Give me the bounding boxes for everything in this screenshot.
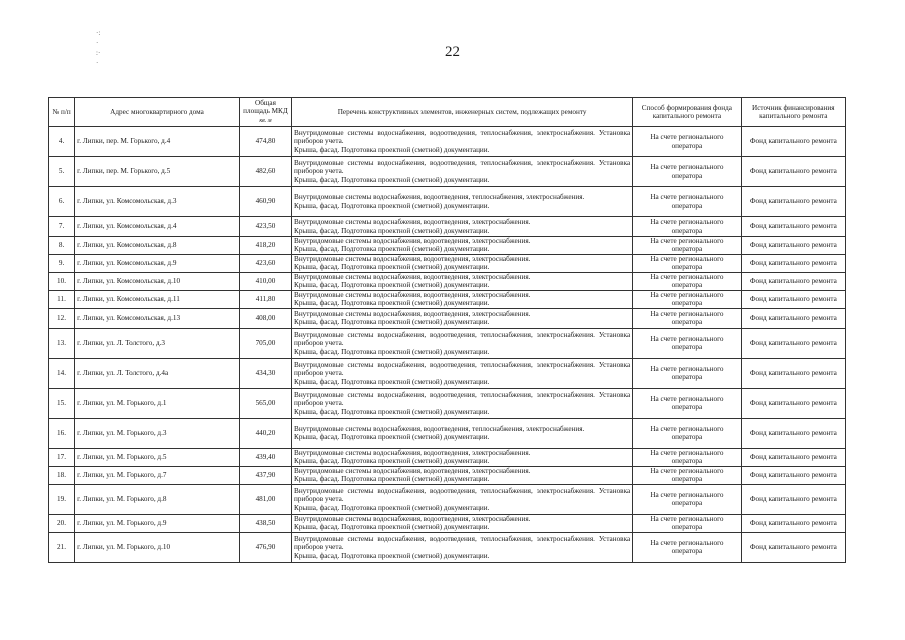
row-area: 481,00	[239, 484, 291, 514]
row-address: г. Липки, ул. М. Горького, д.8	[75, 484, 240, 514]
row-area: 439,40	[239, 448, 291, 466]
work-item: Крыша, фасад. Подготовка проектной (сметной) документации.	[294, 145, 490, 154]
row-address: г. Липки, пер. М. Горького, д.5	[75, 157, 240, 187]
table-row	[49, 484, 846, 514]
row-area: 434,30	[239, 358, 291, 388]
row-fund-method: На счете регионального оператора	[633, 418, 741, 448]
work-item: Крыша, фасад. Подготовка проектной (сметной) документации.	[294, 201, 490, 210]
row-number: 4.	[49, 127, 75, 157]
work-item: Внутридомовые системы водоснабжения, водоотведения, электроснабжения.	[294, 309, 531, 318]
row-number: 6.	[49, 187, 75, 217]
row-number: 17.	[49, 448, 75, 466]
work-item: Крыша, фасад. Подготовка проектной (сметной) документации.	[294, 377, 490, 386]
work-item: Внутридомовые системы водоснабжения, водоотведения, электроснабжения.	[294, 448, 531, 457]
row-fund-method: На счете регионального оператора	[633, 237, 741, 255]
row-number: 10.	[49, 272, 75, 290]
work-item: Крыша, фасад. Подготовка проектной (сметной) документации.	[294, 433, 490, 442]
row-area: 705,00	[239, 328, 291, 358]
work-item: Крыша, фасад. Подготовка проектной (сметной) документации.	[294, 551, 490, 560]
row-address: г. Липки, ул. М. Горького, д.9	[75, 514, 240, 532]
table-row	[49, 388, 846, 418]
row-area: 476,90	[239, 532, 291, 562]
row-works	[292, 157, 633, 187]
row-area: 565,00	[239, 388, 291, 418]
row-area: 410,00	[239, 272, 291, 290]
row-address: г. Липки, ул. Л. Толстого, д.4а	[75, 358, 240, 388]
work-item: Внутридомовые системы водоснабжения, водоотведения, электроснабжения.	[294, 254, 531, 263]
row-area: 423,60	[239, 254, 291, 272]
row-funding-source: Фонд капитального ремонта	[741, 358, 845, 388]
row-fund-method: На счете регионального оператора	[633, 272, 741, 290]
header-works: Перечень конструктивных элементов, инженерных систем, подлежащих ремонту	[292, 98, 633, 127]
work-item: Внутридомовые системы водоснабжения, водоотведения, теплоснабжения, электроснабжения. Установка приборов учета.	[294, 128, 631, 146]
row-works	[292, 328, 633, 358]
row-funding-source: Фонд капитального ремонта	[741, 448, 845, 466]
work-item: Крыша, фасад. Подготовка проектной (сметной) документации.	[294, 226, 490, 235]
row-number: 8.	[49, 237, 75, 255]
header-area-label: Общая площадь МКД	[243, 98, 288, 116]
work-item: Внутридомовые системы водоснабжения, водоотведения, теплоснабжения, электроснабжения.	[294, 424, 585, 433]
row-funding-source: Фонд капитального ремонта	[741, 290, 845, 308]
work-item: Крыша, фасад. Подготовка проектной (сметной) документации.	[294, 457, 490, 466]
row-fund-method: На счете регионального оператора	[633, 358, 741, 388]
row-works	[292, 448, 633, 466]
row-address: г. Липки, ул. Л. Толстого, д.3	[75, 328, 240, 358]
work-item: Крыша, фасад. Подготовка проектной (сметной) документации.	[294, 503, 490, 512]
row-fund-method: На счете регионального оператора	[633, 448, 741, 466]
work-item: Крыша, фасад. Подготовка проектной (сметной) документации.	[294, 475, 490, 484]
row-funding-source: Фонд капитального ремонта	[741, 484, 845, 514]
row-address: г. Липки, ул. Комсомольская, д.11	[75, 290, 240, 308]
row-funding-source: Фонд капитального ремонта	[741, 127, 845, 157]
work-item: Внутридомовые системы водоснабжения, водоотведения, электроснабжения.	[294, 218, 531, 227]
row-funding-source: Фонд капитального ремонта	[741, 187, 845, 217]
work-item: Внутридомовые системы водоснабжения, водоотведения, теплоснабжения, электроснабжения. Установка приборов учета.	[294, 330, 631, 348]
row-fund-method: На счете регионального оператора	[633, 484, 741, 514]
row-address: г. Липки, ул. Комсомольская, д.4	[75, 217, 240, 237]
header-address: Адрес многоквартирного дома	[75, 98, 240, 127]
table-row	[49, 187, 846, 217]
row-address: г. Липки, ул. Комсомольская, д.10	[75, 272, 240, 290]
row-fund-method: На счете регионального оператора	[633, 187, 741, 217]
work-item: Внутридомовые системы водоснабжения, водоотведения, электроснабжения.	[294, 466, 531, 475]
row-address: г. Липки, ул. М. Горького, д.1	[75, 388, 240, 418]
row-area: 408,00	[239, 308, 291, 328]
row-address: г. Липки, ул. М. Горького, д.7	[75, 466, 240, 484]
table-header-row	[49, 98, 846, 127]
row-funding-source: Фонд капитального ремонта	[741, 217, 845, 237]
row-works	[292, 127, 633, 157]
table-row	[49, 448, 846, 466]
row-address: г. Липки, ул. Комсомольская, д.9	[75, 254, 240, 272]
row-works	[292, 418, 633, 448]
header-number: № п/п	[49, 98, 75, 127]
work-item: Внутридомовые системы водоснабжения, водоотведения, электроснабжения.	[294, 514, 531, 523]
work-item: Крыша, фасад. Подготовка проектной (сметной) документации.	[294, 263, 490, 272]
row-funding-source: Фонд капитального ремонта	[741, 272, 845, 290]
row-area: 423,50	[239, 217, 291, 237]
page-number: 22	[445, 44, 460, 60]
work-item: Крыша, фасад. Подготовка проектной (сметной) документации.	[294, 318, 490, 327]
work-item: Внутридомовые системы водоснабжения, водоотведения, теплоснабжения, электроснабжения. Установка приборов учета.	[294, 486, 631, 504]
table-row	[49, 358, 846, 388]
row-area: 411,80	[239, 290, 291, 308]
work-item: Крыша, фасад. Подготовка проектной (сметной) документации.	[294, 407, 490, 416]
table-row	[49, 254, 846, 272]
row-number: 9.	[49, 254, 75, 272]
row-works	[292, 388, 633, 418]
row-funding-source: Фонд капитального ремонта	[741, 466, 845, 484]
row-funding-source: Фонд капитального ремонта	[741, 237, 845, 255]
table-row	[49, 466, 846, 484]
work-item: Внутридомовые системы водоснабжения, водоотведения, электроснабжения.	[294, 237, 531, 245]
row-works	[292, 187, 633, 217]
work-item: Внутридомовые системы водоснабжения, водоотведения, электроснабжения.	[294, 272, 531, 281]
row-fund-method: На счете регионального оператора	[633, 532, 741, 562]
table-row	[49, 514, 846, 532]
work-item: Внутридомовые системы водоснабжения, водоотведения, теплоснабжения, электроснабжения. Установка приборов учета.	[294, 158, 631, 176]
row-funding-source: Фонд капитального ремонта	[741, 514, 845, 532]
work-item: Внутридомовые системы водоснабжения, водоотведения, теплоснабжения, электроснабжения. Установка приборов учета.	[294, 360, 631, 378]
work-item: Крыша, фасад. Подготовка проектной (сметной) документации.	[294, 175, 490, 184]
row-funding-source: Фонд капитального ремонта	[741, 532, 845, 562]
header-area	[239, 98, 291, 127]
row-number: 20.	[49, 514, 75, 532]
row-fund-method: На счете регионального оператора	[633, 466, 741, 484]
table-row	[49, 418, 846, 448]
table-row	[49, 308, 846, 328]
table-body	[49, 127, 846, 563]
row-number: 19.	[49, 484, 75, 514]
row-number: 5.	[49, 157, 75, 187]
row-area: 482,60	[239, 157, 291, 187]
row-works	[292, 466, 633, 484]
row-area: 418,20	[239, 237, 291, 255]
scan-margin-marks: ·: · :· ·	[96, 29, 101, 67]
row-works	[292, 484, 633, 514]
row-works	[292, 514, 633, 532]
work-item: Крыша, фасад. Подготовка проектной (сметной) документации.	[294, 245, 490, 254]
row-fund-method: На счете регионального оператора	[633, 157, 741, 187]
row-area: 460,90	[239, 187, 291, 217]
work-item: Крыша, фасад. Подготовка проектной (сметной) документации.	[294, 299, 490, 308]
table-row	[49, 532, 846, 562]
table-row	[49, 328, 846, 358]
row-address: г. Липки, ул. М. Горького, д.10	[75, 532, 240, 562]
row-works	[292, 308, 633, 328]
row-works	[292, 290, 633, 308]
work-item: Внутридомовые системы водоснабжения, водоотведения, теплоснабжения, электроснабжения. Установка приборов учета.	[294, 534, 631, 552]
table-row	[49, 237, 846, 255]
table-row	[49, 127, 846, 157]
work-item: Крыша, фасад. Подготовка проектной (сметной) документации.	[294, 281, 490, 290]
row-fund-method: На счете регионального оператора	[633, 514, 741, 532]
row-works	[292, 217, 633, 237]
table-row	[49, 217, 846, 237]
row-number: 13.	[49, 328, 75, 358]
row-address: г. Липки, ул. Комсомольская, д.3	[75, 187, 240, 217]
row-funding-source: Фонд капитального ремонта	[741, 388, 845, 418]
row-address: г. Липки, пер. М. Горького, д.4	[75, 127, 240, 157]
row-funding-source: Фонд капитального ремонта	[741, 157, 845, 187]
row-works	[292, 272, 633, 290]
row-fund-method: На счете регионального оператора	[633, 290, 741, 308]
row-number: 15.	[49, 388, 75, 418]
row-area: 438,50	[239, 514, 291, 532]
row-fund-method: На счете регионального оператора	[633, 127, 741, 157]
row-number: 7.	[49, 217, 75, 237]
row-number: 14.	[49, 358, 75, 388]
row-works	[292, 532, 633, 562]
row-funding-source: Фонд капитального ремонта	[741, 308, 845, 328]
row-works	[292, 358, 633, 388]
work-item: Крыша, фасад. Подготовка проектной (сметной) документации.	[294, 523, 490, 532]
row-fund-method: На счете регионального оператора	[633, 328, 741, 358]
work-item: Внутридомовые системы водоснабжения, водоотведения, теплоснабжения, электроснабжения. Установка приборов учета.	[294, 390, 631, 408]
row-funding-source: Фонд капитального ремонта	[741, 418, 845, 448]
row-area: 474,80	[239, 127, 291, 157]
table-row	[49, 272, 846, 290]
row-address: г. Липки, ул. М. Горького, д.5	[75, 448, 240, 466]
header-method: Способ формирования фонда капитального ремонта	[633, 98, 741, 127]
work-item: Крыша, фасад. Подготовка проектной (сметной) документации.	[294, 347, 490, 356]
row-number: 16.	[49, 418, 75, 448]
row-funding-source: Фонд капитального ремонта	[741, 254, 845, 272]
row-fund-method: На счете регионального оператора	[633, 308, 741, 328]
row-fund-method: На счете регионального оператора	[633, 388, 741, 418]
table-row	[49, 290, 846, 308]
row-funding-source: Фонд капитального ремонта	[741, 328, 845, 358]
row-address: г. Липки, ул. М. Горького, д.3	[75, 418, 240, 448]
table-row	[49, 157, 846, 187]
row-number: 18.	[49, 466, 75, 484]
row-works	[292, 254, 633, 272]
row-number: 12.	[49, 308, 75, 328]
header-source: Источник финансирования капитального ремонта	[741, 98, 845, 127]
row-fund-method: На счете регионального оператора	[633, 254, 741, 272]
row-fund-method: На счете регионального оператора	[633, 217, 741, 237]
row-address: г. Липки, ул. Комсомольская, д.8	[75, 237, 240, 255]
header-area-unit: кв. м	[259, 117, 272, 124]
row-works	[292, 237, 633, 255]
work-item: Внутридомовые системы водоснабжения, водоотведения, теплоснабжения, электроснабжения.	[294, 193, 585, 202]
repair-registry-table	[48, 97, 846, 563]
row-number: 21.	[49, 532, 75, 562]
row-area: 437,90	[239, 466, 291, 484]
work-item: Внутридомовые системы водоснабжения, водоотведения, электроснабжения.	[294, 290, 531, 299]
row-address: г. Липки, ул. Комсомольская, д.13	[75, 308, 240, 328]
row-area: 440,20	[239, 418, 291, 448]
row-number: 11.	[49, 290, 75, 308]
